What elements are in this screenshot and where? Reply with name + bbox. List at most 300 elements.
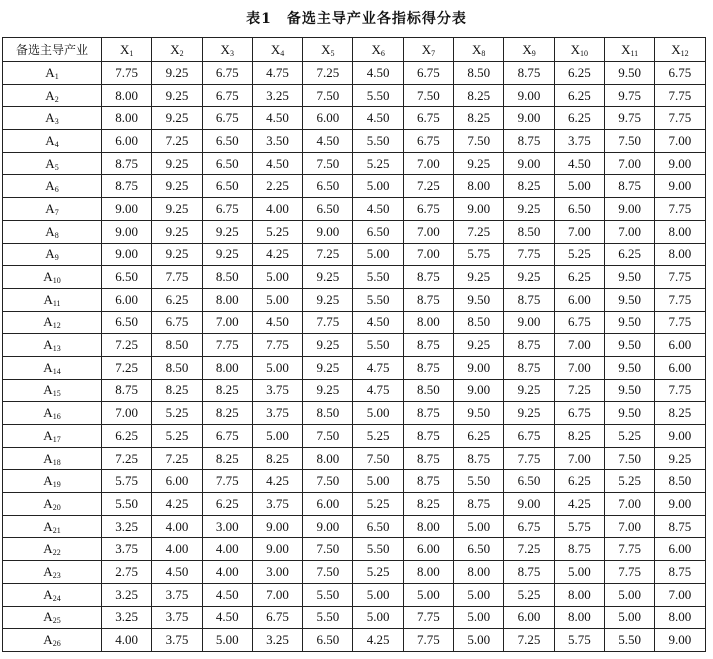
score-cell: 8.75 xyxy=(403,266,453,289)
row-label xyxy=(3,152,102,175)
score-cell: 7.75 xyxy=(202,334,252,357)
header-col-base: X xyxy=(371,41,381,57)
table-row xyxy=(3,198,706,221)
score-cell: 4.00 xyxy=(202,538,252,561)
score-cell: 7.75 xyxy=(655,198,705,221)
score-cell: 6.25 xyxy=(554,470,604,493)
row-label-sub: 5 xyxy=(54,162,59,172)
score-cell: 5.75 xyxy=(554,629,604,652)
score-cell: 9.00 xyxy=(655,629,705,652)
score-cell: 6.00 xyxy=(152,470,202,493)
score-cell: 9.25 xyxy=(303,379,353,402)
score-cell: 7.25 xyxy=(554,379,604,402)
score-cell: 4.50 xyxy=(252,152,302,175)
score-cell: 5.50 xyxy=(303,606,353,629)
table-row xyxy=(3,561,706,584)
score-cell: 8.75 xyxy=(504,130,554,153)
score-cell: 6.25 xyxy=(102,425,152,448)
header-col-sub: 1 xyxy=(129,48,134,58)
score-cell: 7.00 xyxy=(604,493,654,516)
row-label xyxy=(3,629,102,652)
score-cell: 9.50 xyxy=(604,311,654,334)
row-label xyxy=(3,311,102,334)
score-cell: 9.25 xyxy=(504,402,554,425)
score-cell: 9.25 xyxy=(454,266,504,289)
score-cell: 9.00 xyxy=(102,220,152,243)
row-label xyxy=(3,175,102,198)
header-col-base: X xyxy=(170,41,180,57)
score-cell: 3.25 xyxy=(102,515,152,538)
score-cell: 4.50 xyxy=(152,561,202,584)
row-label-sub: 25 xyxy=(52,616,61,626)
score-cell: 8.75 xyxy=(454,447,504,470)
score-cell: 8.75 xyxy=(504,561,554,584)
score-cell: 4.75 xyxy=(252,62,302,85)
score-cell: 8.00 xyxy=(102,84,152,107)
score-cell: 9.00 xyxy=(655,175,705,198)
header-col-sub: 7 xyxy=(431,48,436,58)
score-cell: 9.00 xyxy=(655,425,705,448)
header-col-sub: 4 xyxy=(280,48,285,58)
score-cell: 5.00 xyxy=(252,425,302,448)
header-col-sub: 5 xyxy=(330,48,335,58)
header-col-x4 xyxy=(252,38,302,62)
score-cell: 5.50 xyxy=(604,629,654,652)
score-cell: 9.25 xyxy=(152,175,202,198)
score-cell: 3.00 xyxy=(202,515,252,538)
table-row xyxy=(3,425,706,448)
score-cell: 5.00 xyxy=(604,606,654,629)
score-cell: 5.00 xyxy=(252,288,302,311)
score-cell: 4.25 xyxy=(353,629,403,652)
row-label-base: A xyxy=(45,223,55,239)
score-cell: 9.50 xyxy=(604,266,654,289)
score-cell: 9.25 xyxy=(152,220,202,243)
score-cell: 8.75 xyxy=(504,356,554,379)
row-label xyxy=(3,515,102,538)
row-label-sub: 9 xyxy=(54,253,59,263)
score-cell: 6.00 xyxy=(655,538,705,561)
table-row xyxy=(3,266,706,289)
score-cell: 9.25 xyxy=(152,152,202,175)
score-cell: 8.75 xyxy=(403,425,453,448)
score-cell: 8.25 xyxy=(454,84,504,107)
score-cell: 7.50 xyxy=(303,84,353,107)
score-cell: 4.00 xyxy=(152,515,202,538)
score-cell: 7.50 xyxy=(454,130,504,153)
score-cell: 9.25 xyxy=(454,334,504,357)
score-cell: 8.75 xyxy=(403,334,453,357)
row-label xyxy=(3,62,102,85)
score-cell: 3.75 xyxy=(102,538,152,561)
table-row xyxy=(3,606,706,629)
row-label-base: A xyxy=(43,586,53,602)
score-cell: 7.75 xyxy=(202,470,252,493)
header-col-x8 xyxy=(454,38,504,62)
row-label xyxy=(3,198,102,221)
score-cell: 6.50 xyxy=(202,152,252,175)
header-label: 备选主导产业 xyxy=(3,38,102,62)
score-cell: 7.00 xyxy=(554,447,604,470)
row-label xyxy=(3,606,102,629)
score-cell: 5.00 xyxy=(202,629,252,652)
score-cell: 7.75 xyxy=(604,561,654,584)
score-cell: 8.75 xyxy=(454,493,504,516)
score-cell: 7.75 xyxy=(403,629,453,652)
row-label-sub: 2 xyxy=(54,94,59,104)
score-cell: 7.50 xyxy=(303,470,353,493)
row-label xyxy=(3,379,102,402)
score-cell: 6.50 xyxy=(504,470,554,493)
header-col-sub: 11 xyxy=(630,48,639,58)
score-cell: 8.50 xyxy=(152,356,202,379)
row-label-sub: 11 xyxy=(52,298,61,308)
table-row xyxy=(3,243,706,266)
score-cell: 5.00 xyxy=(252,356,302,379)
row-label-sub: 8 xyxy=(54,230,59,240)
score-cell: 8.00 xyxy=(202,288,252,311)
score-cell: 7.75 xyxy=(655,379,705,402)
score-cell: 6.50 xyxy=(554,198,604,221)
score-cell: 9.00 xyxy=(252,515,302,538)
score-cell: 7.00 xyxy=(604,515,654,538)
header-col-base: X xyxy=(421,41,432,57)
row-label xyxy=(3,220,102,243)
score-cell: 6.75 xyxy=(202,425,252,448)
row-label-base: A xyxy=(43,337,53,353)
score-cell: 9.00 xyxy=(504,493,554,516)
row-label-sub: 10 xyxy=(52,276,61,286)
score-cell: 8.75 xyxy=(102,175,152,198)
score-cell: 4.25 xyxy=(252,470,302,493)
header-col-base: X xyxy=(621,41,631,57)
score-cell: 7.75 xyxy=(655,266,705,289)
row-label-base: A xyxy=(45,87,55,103)
score-cell: 5.00 xyxy=(554,561,604,584)
score-cell: 7.50 xyxy=(303,152,353,175)
row-label xyxy=(3,493,102,516)
row-label xyxy=(3,107,102,130)
score-cell: 8.00 xyxy=(403,311,453,334)
score-cell: 7.75 xyxy=(655,311,705,334)
score-cell: 5.00 xyxy=(454,515,504,538)
score-cell: 4.00 xyxy=(252,198,302,221)
score-cell: 9.00 xyxy=(102,243,152,266)
row-label-base: A xyxy=(43,609,53,625)
score-cell: 9.50 xyxy=(454,402,504,425)
row-label-sub: 13 xyxy=(52,344,61,354)
score-cell: 9.75 xyxy=(604,84,654,107)
score-cell: 8.25 xyxy=(454,107,504,130)
score-cell: 2.25 xyxy=(252,175,302,198)
score-cell: 9.50 xyxy=(604,356,654,379)
score-cell: 9.75 xyxy=(604,107,654,130)
row-label-sub: 18 xyxy=(52,457,61,467)
score-cell: 7.00 xyxy=(604,152,654,175)
score-cell: 5.50 xyxy=(303,583,353,606)
score-cell: 6.75 xyxy=(202,107,252,130)
score-cell: 8.75 xyxy=(403,402,453,425)
score-cell: 3.75 xyxy=(554,130,604,153)
score-cell: 4.25 xyxy=(252,243,302,266)
score-cell: 7.25 xyxy=(152,447,202,470)
score-cell: 5.50 xyxy=(353,266,403,289)
score-cell: 5.25 xyxy=(353,561,403,584)
table-row xyxy=(3,515,706,538)
score-cell: 6.00 xyxy=(303,107,353,130)
table-row xyxy=(3,152,706,175)
score-cell: 8.25 xyxy=(202,402,252,425)
score-cell: 9.25 xyxy=(152,107,202,130)
score-cell: 9.00 xyxy=(655,493,705,516)
score-cell: 9.00 xyxy=(504,152,554,175)
header-col-base: X xyxy=(220,41,230,57)
row-label-sub: 6 xyxy=(54,185,59,195)
header-col-x12 xyxy=(655,38,705,62)
table-row xyxy=(3,356,706,379)
score-cell: 5.50 xyxy=(353,334,403,357)
table-row xyxy=(3,130,706,153)
score-cell: 4.50 xyxy=(252,107,302,130)
table-row xyxy=(3,538,706,561)
score-cell: 6.50 xyxy=(454,538,504,561)
score-cell: 3.25 xyxy=(252,84,302,107)
table-row xyxy=(3,334,706,357)
score-cell: 5.25 xyxy=(152,425,202,448)
header-col-base: X xyxy=(472,41,482,57)
score-cell: 6.75 xyxy=(202,84,252,107)
row-label xyxy=(3,356,102,379)
score-cell: 6.25 xyxy=(554,266,604,289)
score-cell: 4.50 xyxy=(353,62,403,85)
score-cell: 5.25 xyxy=(252,220,302,243)
score-cell: 4.00 xyxy=(152,538,202,561)
row-label-sub: 16 xyxy=(52,412,61,422)
header-col-sub: 2 xyxy=(179,48,184,58)
score-cell: 8.00 xyxy=(403,561,453,584)
score-cell: 9.00 xyxy=(504,84,554,107)
score-cell: 6.50 xyxy=(353,515,403,538)
score-cell: 6.50 xyxy=(303,198,353,221)
score-cell: 5.75 xyxy=(102,470,152,493)
score-cell: 5.50 xyxy=(353,538,403,561)
score-cell: 3.75 xyxy=(252,379,302,402)
score-cell: 7.25 xyxy=(303,243,353,266)
score-cell: 4.25 xyxy=(554,493,604,516)
header-col-sub: 6 xyxy=(380,48,385,58)
header-col-base: X xyxy=(671,41,681,57)
score-cell: 7.75 xyxy=(303,311,353,334)
table-row xyxy=(3,470,706,493)
score-cell: 9.00 xyxy=(604,198,654,221)
score-cell: 7.00 xyxy=(554,220,604,243)
score-cell: 6.50 xyxy=(102,266,152,289)
score-cell: 6.75 xyxy=(202,198,252,221)
row-label xyxy=(3,266,102,289)
row-label-sub: 1 xyxy=(54,71,59,81)
score-cell: 8.25 xyxy=(202,379,252,402)
table-title: 表1 备选主导产业各指标得分表 xyxy=(246,11,467,27)
score-cell: 8.50 xyxy=(504,220,554,243)
score-cell: 5.25 xyxy=(152,402,202,425)
score-cell: 7.00 xyxy=(202,311,252,334)
row-label-base: A xyxy=(43,359,53,375)
score-cell: 7.50 xyxy=(303,538,353,561)
score-cell: 6.50 xyxy=(303,629,353,652)
score-cell: 2.75 xyxy=(102,561,152,584)
score-cell: 8.00 xyxy=(655,243,705,266)
table-row xyxy=(3,583,706,606)
row-label-base: A xyxy=(43,450,53,466)
score-cell: 4.00 xyxy=(102,629,152,652)
score-cell: 8.50 xyxy=(403,379,453,402)
score-cell: 6.50 xyxy=(202,130,252,153)
score-cell: 4.50 xyxy=(303,130,353,153)
score-cell: 7.00 xyxy=(655,130,705,153)
score-cell: 8.00 xyxy=(554,606,604,629)
score-cell: 4.50 xyxy=(202,606,252,629)
score-cell: 5.00 xyxy=(454,583,504,606)
score-cell: 9.00 xyxy=(252,538,302,561)
score-cell: 6.25 xyxy=(152,288,202,311)
header-col-x10 xyxy=(554,38,604,62)
row-label-base: A xyxy=(43,314,53,330)
row-label-base: A xyxy=(43,291,53,307)
score-cell: 5.75 xyxy=(454,243,504,266)
score-cell: 8.75 xyxy=(403,356,453,379)
score-cell: 3.75 xyxy=(152,606,202,629)
score-cell: 5.00 xyxy=(353,175,403,198)
score-cell: 5.25 xyxy=(353,493,403,516)
score-cell: 5.00 xyxy=(353,583,403,606)
row-label-sub: 15 xyxy=(52,389,61,399)
row-label-sub: 17 xyxy=(52,434,61,444)
score-cell: 8.00 xyxy=(454,175,504,198)
score-cell: 6.00 xyxy=(303,493,353,516)
score-cell: 3.25 xyxy=(252,629,302,652)
score-cell: 7.00 xyxy=(403,152,453,175)
score-cell: 6.00 xyxy=(655,356,705,379)
row-label-sub: 24 xyxy=(52,593,61,603)
row-label xyxy=(3,84,102,107)
score-cell: 9.25 xyxy=(504,266,554,289)
table-row xyxy=(3,288,706,311)
score-cell: 9.50 xyxy=(604,62,654,85)
score-cell: 5.25 xyxy=(604,425,654,448)
score-cell: 8.50 xyxy=(454,311,504,334)
score-cell: 8.00 xyxy=(102,107,152,130)
row-label xyxy=(3,334,102,357)
table-row xyxy=(3,84,706,107)
score-cell: 5.25 xyxy=(504,583,554,606)
row-label-sub: 4 xyxy=(54,139,59,149)
score-cell: 8.75 xyxy=(604,175,654,198)
score-cell: 9.25 xyxy=(152,198,202,221)
score-cell: 5.50 xyxy=(102,493,152,516)
score-cell: 5.00 xyxy=(252,266,302,289)
row-label-base: A xyxy=(43,518,53,534)
score-cell: 6.50 xyxy=(303,175,353,198)
row-label-base: A xyxy=(45,200,55,216)
score-cell: 5.25 xyxy=(353,152,403,175)
score-cell: 6.00 xyxy=(655,334,705,357)
score-cell: 6.75 xyxy=(202,62,252,85)
header-col-base: X xyxy=(321,41,331,57)
row-label-base: A xyxy=(45,178,55,194)
score-cell: 6.75 xyxy=(554,311,604,334)
table-row xyxy=(3,220,706,243)
score-cell: 7.25 xyxy=(504,629,554,652)
score-cell: 3.75 xyxy=(252,493,302,516)
score-cell: 6.25 xyxy=(604,243,654,266)
score-cell: 7.25 xyxy=(152,130,202,153)
score-cell: 8.25 xyxy=(655,402,705,425)
score-cell: 7.25 xyxy=(403,175,453,198)
score-cell: 5.75 xyxy=(554,515,604,538)
score-cell: 6.25 xyxy=(554,107,604,130)
score-cell: 9.50 xyxy=(604,288,654,311)
row-label xyxy=(3,288,102,311)
score-cell: 8.50 xyxy=(152,334,202,357)
score-cell: 7.75 xyxy=(655,107,705,130)
row-label-base: A xyxy=(43,541,53,557)
score-cell: 8.50 xyxy=(303,402,353,425)
score-cell: 8.75 xyxy=(504,62,554,85)
score-cell: 7.50 xyxy=(604,447,654,470)
score-cell: 7.00 xyxy=(604,220,654,243)
row-label-sub: 19 xyxy=(52,480,61,490)
row-label-sub: 12 xyxy=(52,321,61,331)
row-label-sub: 23 xyxy=(52,570,61,580)
row-label-sub: 14 xyxy=(52,366,61,376)
score-cell: 8.25 xyxy=(504,175,554,198)
score-cell: 7.00 xyxy=(252,583,302,606)
table-row xyxy=(3,311,706,334)
score-cell: 9.25 xyxy=(152,243,202,266)
score-cell: 9.00 xyxy=(454,198,504,221)
header-col-x5 xyxy=(303,38,353,62)
row-label-base: A xyxy=(43,632,53,648)
row-label-sub: 3 xyxy=(54,117,59,127)
row-label-base: A xyxy=(45,155,55,171)
score-cell: 6.75 xyxy=(554,402,604,425)
score-cell: 5.50 xyxy=(353,84,403,107)
score-cell: 4.50 xyxy=(202,583,252,606)
score-cell: 7.00 xyxy=(403,243,453,266)
score-cell: 4.50 xyxy=(353,311,403,334)
score-cell: 5.25 xyxy=(554,243,604,266)
row-label xyxy=(3,447,102,470)
score-cell: 6.75 xyxy=(504,425,554,448)
header-col-base: X xyxy=(119,41,130,57)
score-cell: 8.75 xyxy=(504,334,554,357)
score-cell: 6.75 xyxy=(655,62,705,85)
score-cell: 9.25 xyxy=(303,356,353,379)
score-cell: 8.75 xyxy=(655,561,705,584)
row-label-base: A xyxy=(45,246,55,262)
score-cell: 6.00 xyxy=(102,288,152,311)
row-label-base: A xyxy=(43,269,53,285)
table-row xyxy=(3,379,706,402)
score-cell: 4.75 xyxy=(353,379,403,402)
score-cell: 8.25 xyxy=(202,447,252,470)
score-cell: 8.75 xyxy=(655,515,705,538)
score-cell: 9.25 xyxy=(303,288,353,311)
score-cell: 6.75 xyxy=(403,198,453,221)
score-cell: 8.50 xyxy=(202,266,252,289)
score-cell: 4.50 xyxy=(353,107,403,130)
score-cell: 3.25 xyxy=(102,606,152,629)
